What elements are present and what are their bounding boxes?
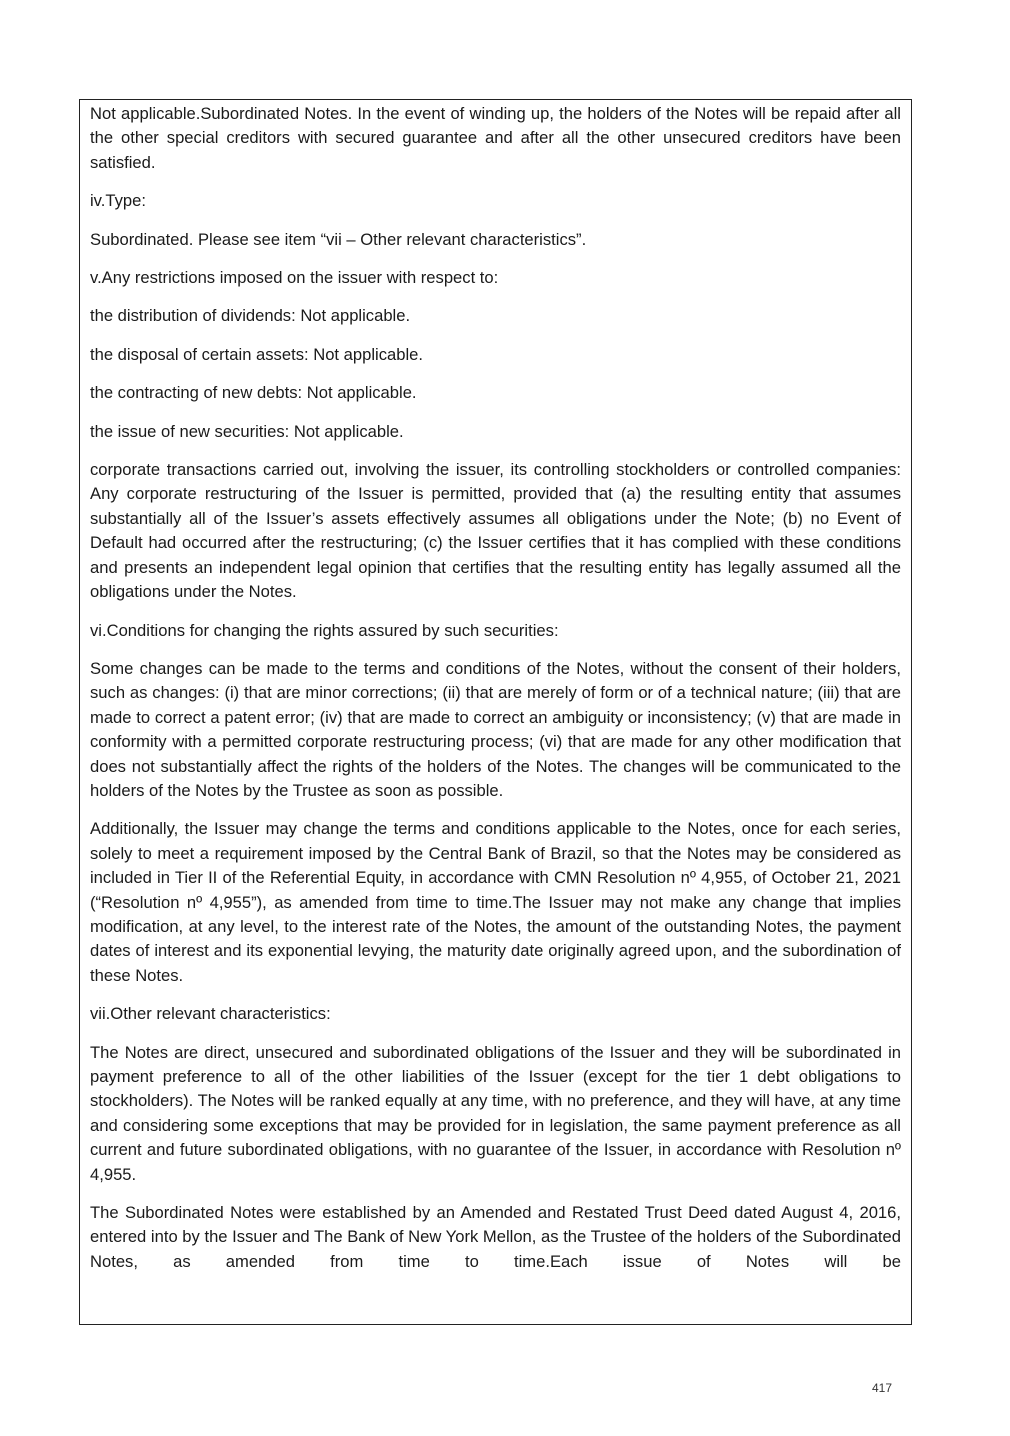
heading-v-restrictions: v.Any restrictions imposed on the issuer with respect to: — [90, 268, 499, 288]
paragraph-dividends: the distribution of dividends: Not applicable. — [90, 306, 411, 326]
heading-vi-conditions: vi.Conditions for changing the rights assured by such securities: — [90, 620, 559, 640]
page-number: 417 — [872, 1381, 893, 1395]
paragraph-corporate-transactions: corporate transactions carried out, involving the issuer, its controlling stockholders or controlled companies: Any corporate restructuring of the Issuer is permitted, provided that (a) the resulting entity that assumes substantially all of the Issuer’s assets effectively assumes all obligations under the Note; (b) no Event of Default had occurred after the restructuring; (c) the Issuer certifies that it has complied with these conditions and presents an independent legal opinion that certifies that the resulting entity has legally assumed all the obligations under the Notes. — [90, 460, 901, 602]
paragraph-notes-obligations: The Notes are direct, unsecured and subordinated obligations of the Issuer and they will be subordinated in payment preference to all of the other liabilities of the Issuer (except for the tier 1 debt obligations to stockholders). The Notes will be ranked equally at any time, with no preference, and they will have, at any time and considering some exceptions that may be provided for in legislation, the same payment preference as all current and future subordinated obligations, with no guarantee of the Issuer, in accordance with Resolution nº 4,955. — [90, 1042, 901, 1184]
paragraph-disposal-assets: the disposal of certain assets: Not applicable. — [90, 344, 423, 364]
paragraph-central-bank-changes: Additionally, the Issuer may change the terms and conditions applicable to the Notes, once for each series, solely to meet a requirement imposed by the Central Bank of Brazil, so that the Notes may be considered as included in Tier II of the Referential Equity, in accordance with CMN Resolution nº 4,955, of October 21, 2021 (“Resolution nº 4,955”), as amended from time to time.The Issuer may not make any change that implies modification, at any level, to the interest rate of the Notes, the amount of the outstanding Notes, the payment dates of interest and its exponential levying, the maturity date originally agreed upon, and the subordination of these Notes. — [90, 819, 901, 985]
paragraph-type: Subordinated. Please see item “vii – Other relevant characteristics”. — [90, 229, 587, 249]
content-box — [79, 99, 912, 1325]
heading-vii-other-characteristics: vii.Other relevant characteristics: — [90, 1004, 331, 1024]
heading-iv-type: iv.Type: — [90, 191, 146, 211]
paragraph-subordination-ranking: Not applicable.Subordinated Notes. In the event of winding up, the holders of the Notes will be repaid after all the other special creditors with secured guarantee and after all the other unsecured creditors have been satisfied. — [90, 104, 901, 172]
paragraph-new-debts: the contracting of new debts: Not applicable. — [90, 383, 417, 403]
paragraph-changes-without-consent: Some changes can be made to the terms and conditions of the Notes, without the consent of their holders, such as changes: (i) that are minor corrections; (ii) that are merely of form or of a technical nature; (iii) that are made to correct a patent error; (iv) that are made to correct an ambiguity or inconsistency; (v) that are made in conformity with a permitted corporate restructuring process; (vi) that are made for any other modification that does not substantially affect the rights of the holders of the Notes. The changes will be communicated to the holders of the Notes by the Trustee as soon as possible. — [90, 658, 901, 800]
paragraph-trust-deed: The Subordinated Notes were established by an Amended and Restated Trust Deed dated August 4, 2016, entered into by the Issuer and The Bank of New York Mellon, as the Trustee of the holders of the Subordinated Notes, as amended from time to time.Each issue of Notes will be — [90, 1203, 901, 1271]
paragraph-new-securities: the issue of new securities: Not applicable. — [90, 421, 404, 441]
